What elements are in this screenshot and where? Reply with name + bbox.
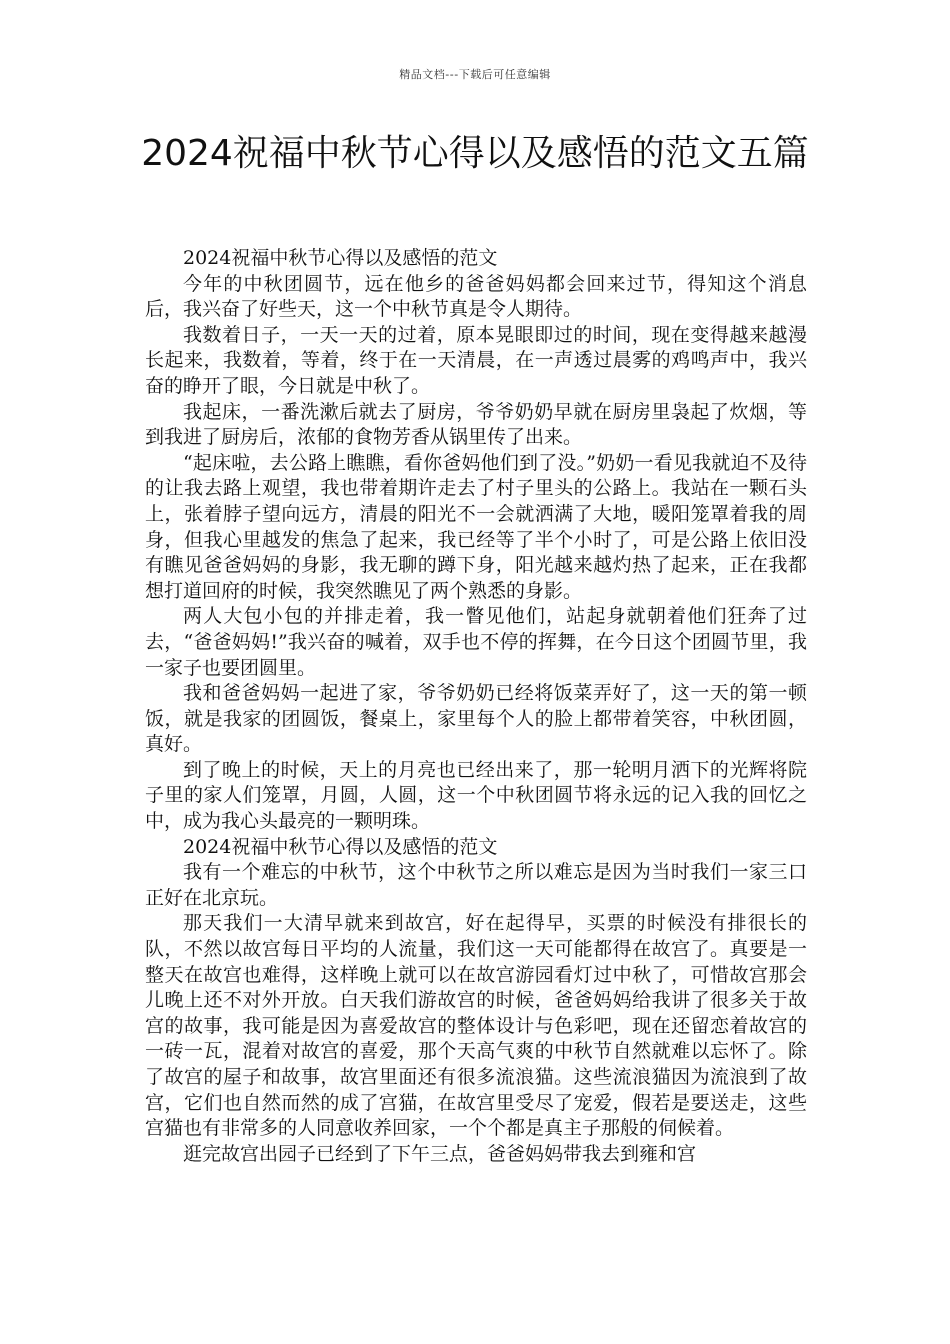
paragraph: 逛完故宫出园子已经到了下午三点，爸爸妈妈带我去到雍和宫 [183,1142,697,1165]
paragraph: 那天我们一大清早就来到故宫，好在起得早，买票的时候没有排很长的队，不然以故宫每日平均的人流量，我们这一天可能都得在故宫了。真要是一整天在故宫也难得，这样晚上就可以在故宫游园看灯过中秋了，可惜故宫那会儿晚上还不对外开放。白天我们游故宫的时候，爸爸妈妈给我讲了很多关于故宫的故事，我可能是因为喜爱故宫的整体设计与色彩吧，现在还留恋着故宫的一砖一瓦，混着对故宫的喜爱，那个天高气爽的中秋节自然就难以忘怀了。除了故宫的屋子和故事，故宫里面还有很多流浪猫。这些流浪猫因为流浪到了故宫，它们也自然而然的成了宫猫，在故宫里受尽了宠爱，假若是要送走，这些宫猫也有非常多的人同意收养回家，一个个都是真主子那般的伺候着。 [145,912,807,1140]
paragraph: 我和爸爸妈妈一起进了家，爷爷奶奶已经将饭菜弄好了，这一天的第一顿饭，就是我家的团圆饭，餐桌上，家里每个人的脸上都带着笑容，中秋团圆，真好。 [145,682,807,756]
paragraph: “起床啦，去公路上瞧瞧，看你爸妈他们到了没。”奶奶一看见我就迫不及待的让我去路上观望，我也带着期许走去了村子里头的公路上。我站在一颗石头上，张着脖子望向远方，清晨的阳光不一会就洒满了大地，暖阳笼罩着我的周身，但我心里越发的焦急了起来，我已经等了半个小时了，可是公路上依旧没有瞧见爸爸妈妈的身影，我无聊的蹲下身，阳光越来越灼热了起来，正在我都想打道回府的时候，我突然瞧见了两个熟悉的身影。 [145,451,807,602]
paragraph: 两人大包小包的并排走着，我一瞥见他们，站起身就朝着他们狂奔了过去，“爸爸妈妈!”我兴奋的喊着，双手也不停的挥舞，在今日这个团圆节里，我一家子也要团圆里。 [145,605,807,679]
section-heading-2: 2024祝福中秋节心得以及感悟的范文 [183,835,498,858]
paragraph: 今年的中秋团圆节，远在他乡的爸爸妈妈都会回来过节，得知这个消息后，我兴奋了好些天，这一个中秋节真是令人期待。 [145,272,807,321]
document-title: 2024祝福中秋节心得以及感悟的范文五篇 [141,133,809,174]
document-body [145,246,807,1167]
paragraph: 到了晚上的时候，天上的月亮也已经出来了，那一轮明月洒下的光辉将院子里的家人们笼罩，月圆，人圆，这一个中秋团圆节将永远的记入我的回忆之中，成为我心头最亮的一颗明珠。 [145,758,807,833]
paragraph: 我数着日子，一天一天的过着，原本晃眼即过的时间，现在变得越来越漫长起来，我数着，等着，终于在一天清晨，在一声透过晨雾的鸡鸣声中，我兴奋的睁开了眼，今日就是中秋了。 [145,323,807,397]
section-heading-1: 2024祝福中秋节心得以及感悟的范文 [183,247,498,269]
paragraph: 我起床，一番洗漱后就去了厨房，爷爷奶奶早就在厨房里袅起了炊烟，等到我进了厨房后，浓郁的食物芳香从锅里传了出来。 [145,400,807,449]
header-note: 精品文档---下载后可任意编辑 [399,68,551,81]
paragraph: 我有一个难忘的中秋节，这个中秋节之所以难忘是因为当时我们一家三口正好在北京玩。 [145,861,807,909]
